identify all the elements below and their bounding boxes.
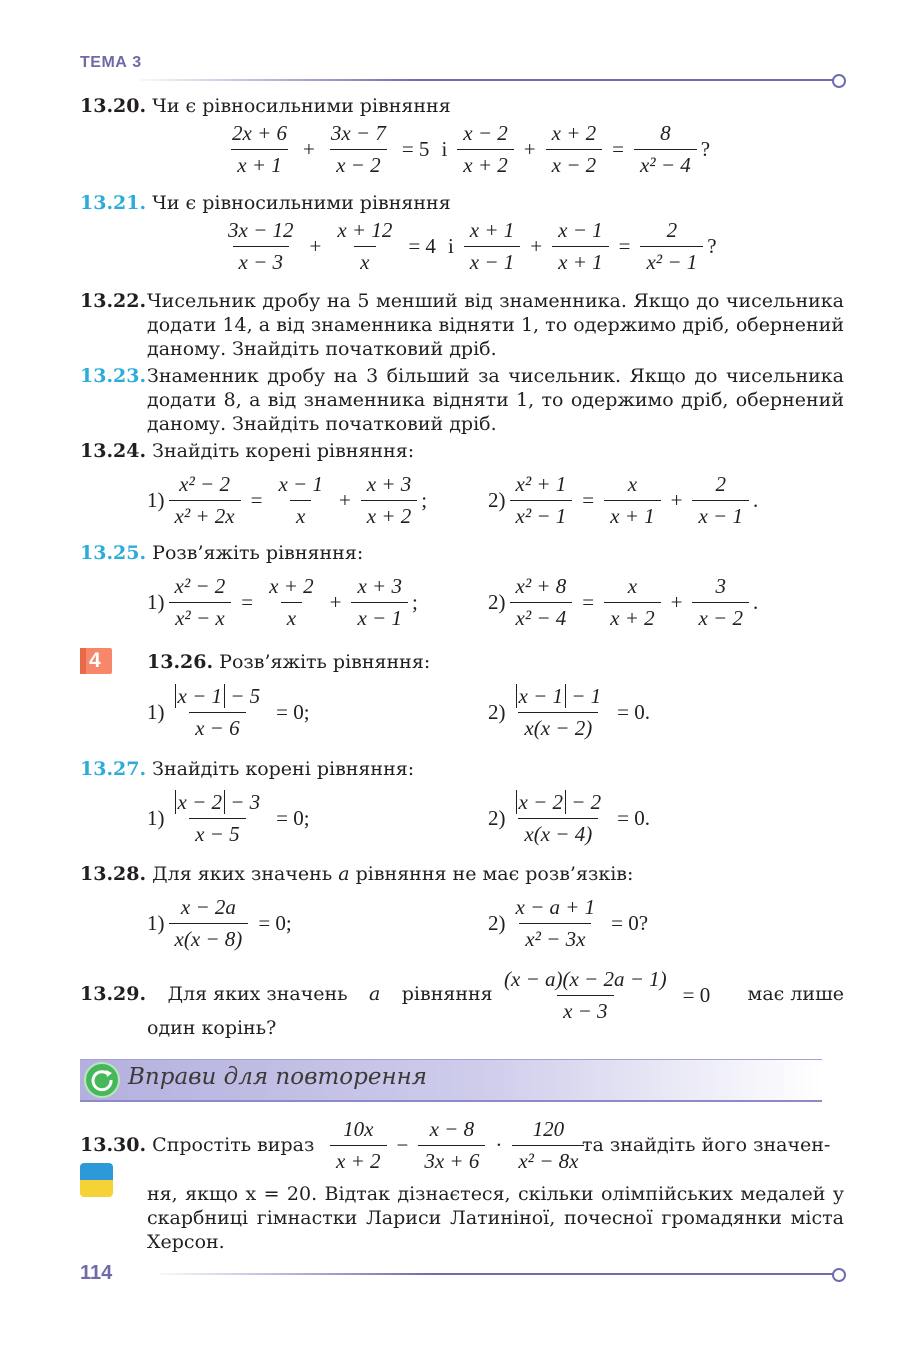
variable-a: a [369, 983, 381, 1005]
footer-rule [160, 1273, 834, 1275]
problem-number: 13.28. [80, 863, 147, 885]
problem-number: 13.26. [147, 651, 214, 673]
header-rule-end-circle [832, 74, 846, 88]
equation-13-29: $\frac{(x - a)(x - 2a - 1)}{x - 3}$ = 0 [504, 967, 711, 1023]
problem-13-22-text: Чисельник дробу на 5 менший від знаменника. Якщо до чисельника додати 14, а від знаменника відняти 1, то одержимо дріб, обернений даному. Знайдіть початковий дріб. [147, 290, 844, 360]
variable-a: a [338, 863, 350, 885]
problem-13-21 [80, 191, 451, 215]
footer-rule-end-circle [832, 1268, 846, 1282]
problem-text: рівняння [401, 983, 493, 1005]
problem-number: 13.23. [80, 365, 147, 387]
problem-text: Чи є рівносильними рівняння [152, 192, 451, 214]
problem-13-23-text: Знаменник дробу на 3 більший за чисельник. Якщо до чисельника додати 8, а від знаменника відняти 1, то одержимо дріб, обернений даному. Знайдіть початковий дріб. [147, 365, 844, 435]
page-number: 114 [80, 1262, 113, 1284]
section-label: ТЕМА 3 [80, 54, 142, 71]
level-badge: 4 [80, 648, 112, 674]
problem-text: та знайдіть його значен- [582, 1134, 831, 1156]
repeat-icon [84, 1062, 120, 1098]
equation-13-26-2: 2) $\frac{x - 1 - 1}{x(x - 2)}$ = 0. [488, 684, 651, 740]
equation-13-28-1: 1) $\frac{x - 2a}{x(x - 8)}$ = 0; [147, 895, 292, 951]
equation-13-20: $\frac{2x + 6}{x + 1}$ + $\frac{3x - 7}{x - 2}$ = 5 і $\frac{x - 2}{x + 2}$ + $\frac{x + 2}{x - 2}$ = $\frac{8}{\text{x² − 4}}$ ? [232, 121, 711, 177]
problem-number: 13.21. [80, 192, 147, 214]
problem-text: рівняння не має розв’язків: [355, 863, 634, 885]
expression-13-30: $\frac{10x}{x + 2}$ − $\frac{x - 8}{3x + 6}$ · $\frac{120}{\text{x² − 8x}}$ [326, 1117, 588, 1174]
problem-text: Розв’яжіть рівняння: [219, 651, 431, 673]
equation-13-21: $\frac{3x - 12}{x - 3}$ + $\frac{x + 12}{x}$ = 4 і $\frac{x + 1}{x - 1}$ + $\frac{x - 1}{x + 1}$ = $\frac{2}{\text{x² − 1}}$ ? [228, 218, 717, 274]
problem-number: 13.27. [80, 758, 147, 780]
problem-text: Для яких значень [152, 863, 333, 885]
problem-text: Спростіть вираз [152, 1134, 315, 1156]
problem-text: Знайдіть корені рівняння: [152, 758, 415, 780]
problem-13-24 [80, 439, 414, 463]
header-rule [140, 79, 834, 81]
section-title: Вправи для повторення [128, 1064, 427, 1090]
problem-text: Розв’яжіть рівняння: [152, 542, 364, 564]
ukraine-flag-icon [80, 1163, 113, 1197]
problem-text: Чи є рівносильними рівняння [152, 95, 451, 117]
equation-13-27-2: 2) $\frac{x - 2 - 2}{x(x - 4)}$ = 0. [488, 790, 651, 846]
problem-text: Для яких значень [167, 983, 348, 1005]
equation-13-28-2: 2) $\frac{x - a + 1}{\text{x² − 3x}}$ = 0? [488, 895, 649, 951]
problem-13-30 [80, 1133, 314, 1157]
problem-number: 13.29. [80, 983, 147, 1005]
problem-13-28 [80, 862, 633, 886]
equation-13-25-2: 2) $\frac{\text{x² + 8}}{\text{x² − 4}}$ = $\frac{x}{x + 2}$ + $\frac{3}{x - 2}$ . [488, 574, 759, 630]
equation-13-25-1: 1) $\frac{\text{x² − 2}}{\text{x² − x}}$ = $\frac{x + 2}{x}$ + $\frac{x + 3}{x - 1}$ ; [147, 574, 418, 630]
problem-number: 13.24. [80, 440, 147, 462]
problem-13-30-text: ня, якщо x = 20. Відтак дізнаєтеся, скільки олімпійських медалей у скарбниці гімнастки Лариси Латиніної, почесної громадянки міста Херсон. [147, 1183, 844, 1253]
equation-13-27-1: 1) $\frac{x - 2 - 3}{x - 5}$ = 0; [147, 790, 310, 846]
equation-13-24-1: 1) $\frac{\text{x² − 2}}{\text{x² + 2x}}$ = $\frac{x - 1}{x}$ + $\frac{x + 3}{x + 2}$ ; [147, 472, 428, 528]
equation-13-24-2: 2) $\frac{\text{x² + 1}}{\text{x² − 1}}$ = $\frac{x}{x + 1}$ + $\frac{2}{x - 1}$ . [488, 472, 759, 528]
problem-13-29-line2: один корінь? [147, 1017, 277, 1039]
problem-13-25 [80, 541, 363, 565]
problem-13-26 [147, 650, 430, 674]
problem-number: 13.20. [80, 95, 147, 117]
problem-13-27 [80, 757, 414, 781]
problem-number: 13.30. [80, 1134, 147, 1156]
problem-text: Знайдіть корені рівняння: [152, 440, 415, 462]
problem-number: 13.25. [80, 542, 147, 564]
problem-text: має лише [747, 983, 844, 1005]
equation-13-26-1: 1) $\frac{x - 1 - 5}{x - 6}$ = 0; [147, 684, 310, 740]
problem-13-20 [80, 94, 451, 118]
problem-13-29 [80, 982, 844, 1006]
problem-number: 13.22. [80, 290, 147, 312]
